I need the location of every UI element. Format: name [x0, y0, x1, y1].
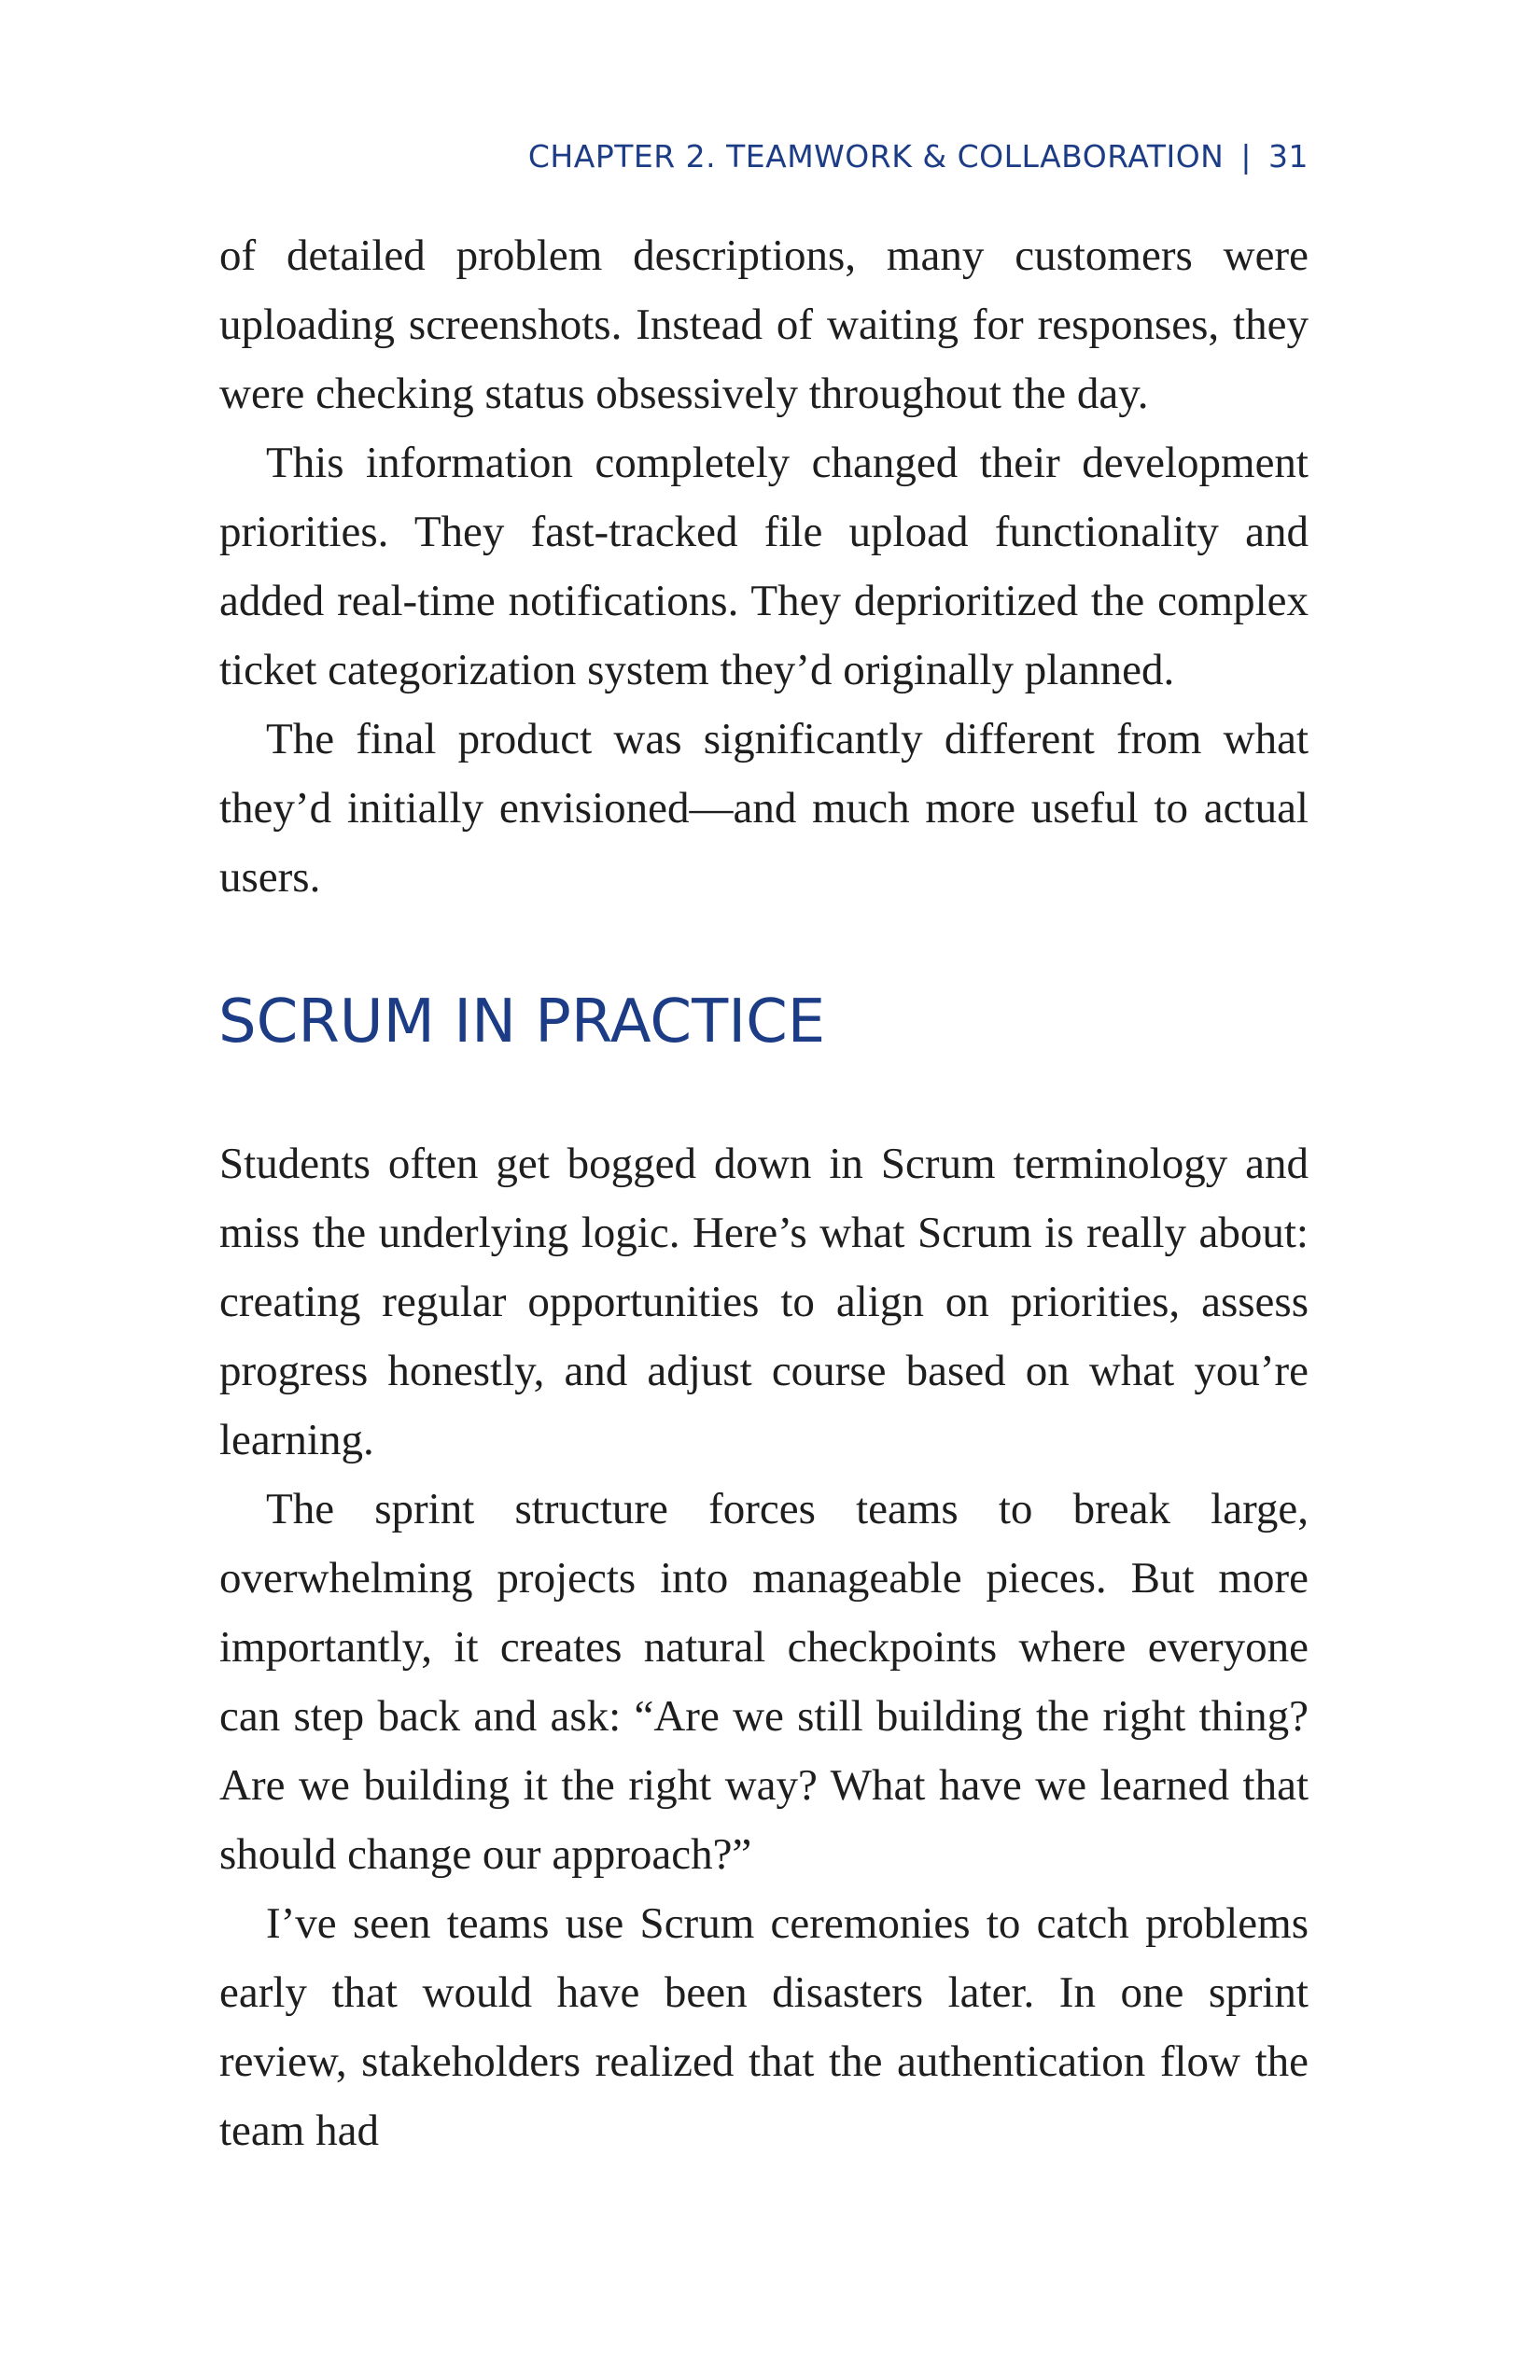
running-header — [528, 138, 1309, 175]
section-heading: SCRUM IN PRACTICE — [218, 987, 826, 1057]
paragraph: I’ve seen teams use Scrum ceremonies to catch problems early that would have been disasters later. In one sprint review, stakeholders realized that the authentication flow the team had — [219, 1899, 1309, 2155]
paragraph: Students often get bogged down in Scrum terminology and miss the underlying logic. Here’s what Scrum is really about: creating regular opportunities to align on priorities, assess progress honestly, and adjust course based on what you’re learning. — [219, 1140, 1309, 1464]
header-separator: | — [1240, 138, 1252, 175]
body-text-bottom — [219, 1129, 1309, 2165]
body-text-top — [219, 221, 1309, 912]
paragraph-continued: of detailed problem descriptions, many customers were uploading screenshots. Instead of waiting for responses, they were checking status obsessively throughout the day. — [219, 231, 1309, 418]
paragraph: The sprint structure forces teams to break large, overwhelming projects into manageable pieces. But more importantly, it creates natural checkpoints where everyone can step back and ask: “Are we still building the right thing? Are we building it the right way? What have we learned that should change our approach?” — [219, 1485, 1309, 1879]
paragraph: This information completely changed their development priorities. They fast-tracked file upload functionality and added real-time notifications. They deprioritized the complex ticket categorization system they’d originally planned. — [219, 439, 1309, 694]
page-number: 31 — [1268, 138, 1309, 175]
paragraph: The final product was significantly different from what they’d initially envisioned—and much more useful to actual users. — [219, 715, 1309, 902]
chapter-title: CHAPTER 2. TEAMWORK & COLLABORATION — [527, 138, 1225, 175]
